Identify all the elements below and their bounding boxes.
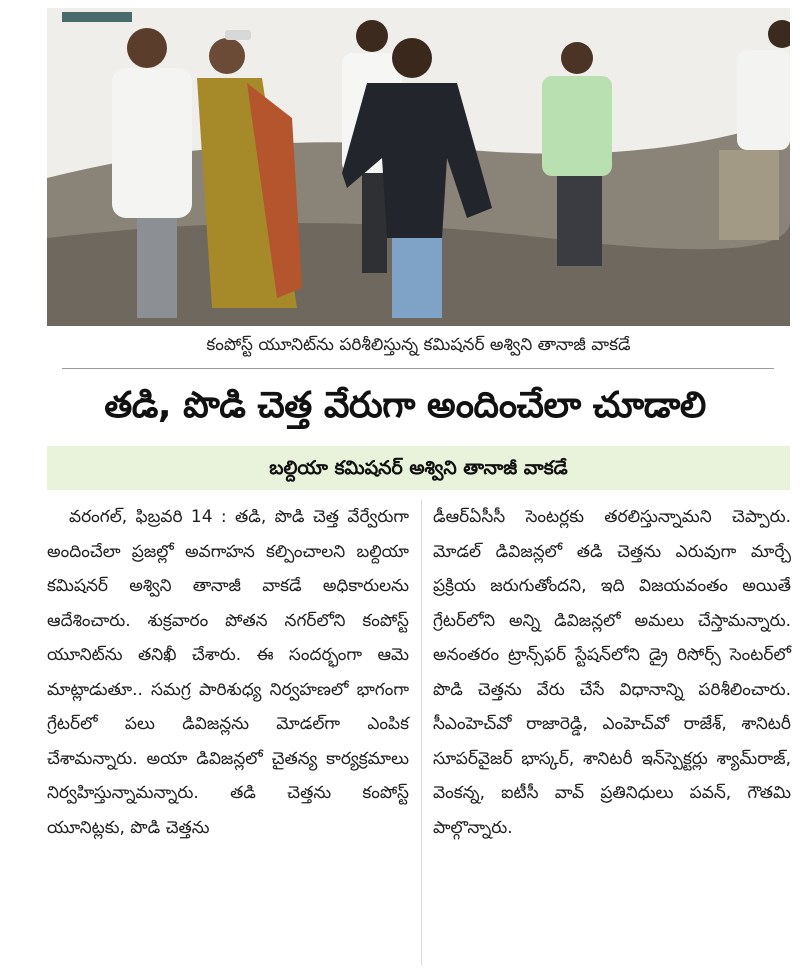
article-column-left: వరంగల్, ఫిబ్రవరి 14 : తడి, పొడి చెత్త వేర్వేరుగా అందించేలా ప్రజల్లో అవగాహన కల్పించాలని బల్దియా కమిషనర్ అశ్విని తానాజీ వాకడే అధికారులను ఆదేశించారు. శుక్రవారం పోతన నగర్‌లోని కంపోస్ట్ యూనిట్‌ను తనిఖీ చేశారు. ఈ సందర్భంగా ఆమె మాట్లాడుతూ.. సమగ్ర పారిశుధ్య నిర్వహణలో భాగంగా గ్రేటర్‌లో పలు డివిజన్లను మోడల్‌గా ఎంపిక చేశామన్నారు. అయా డివిజన్లలో చైతన్య కార్యక్రమాలు నిర్వహిస్తున్నామన్నారు. తడి చెత్తను కంపోస్ట్ యూనిట్లకు, పొడి చెత్తను	[47, 507, 409, 838]
article-column-right: డీఆర్‌ఏసీసీ సెంటర్లకు తరలిస్తున్నామని చెప్పారు. మోడల్ డివిజన్లలో తడి చెత్తను ఎరువుగా మార్చే ప్రక్రియ జరుగుతోందని, ఇది విజయవంతం అయితే గ్రేటర్‌లోని అన్ని డివిజన్లలో అమలు చేస్తామన్నారు. అనంతరం ట్రాన్స్‌ఫర్ స్టేషన్‌లోని డ్రై రిసోర్స్ సెంటర్‌లో పొడి చెత్తను వేరు చేసే విధానాన్ని పరిశీలించారు. సీఎంహెచ్‌వో రాజారెడ్డి, ఎంహెచ్‌వో రాజేశ్, శానిటరీ సూపర్‌వైజర్ భాస్కర్, శానిటరీ ఇన్‌స్పెక్టర్లు శ్యామ్‌రాజ్, వెంకన్న, ఐటీసీ వావ్ ప్రతినిధులు పవన్, గౌతమి పాల్గొన్నారు.	[433, 507, 791, 838]
column-divider	[421, 500, 422, 965]
headline: తడి, పొడి చెత్త వేరుగా అందించేలా చూడాలి	[104, 385, 706, 426]
subheadline: బల్దియా కమిషనర్ అశ్విని తానాజీ వాకడే	[269, 457, 568, 479]
photo-image	[47, 8, 790, 326]
headline-rule	[62, 368, 774, 369]
news-photo	[47, 8, 790, 326]
photo-caption: కంపోస్ట్ యూనిట్‌ను పరిశీలిస్తున్న కమిషనర్ అశ్విని తానాజీ వాకడే	[206, 335, 631, 355]
